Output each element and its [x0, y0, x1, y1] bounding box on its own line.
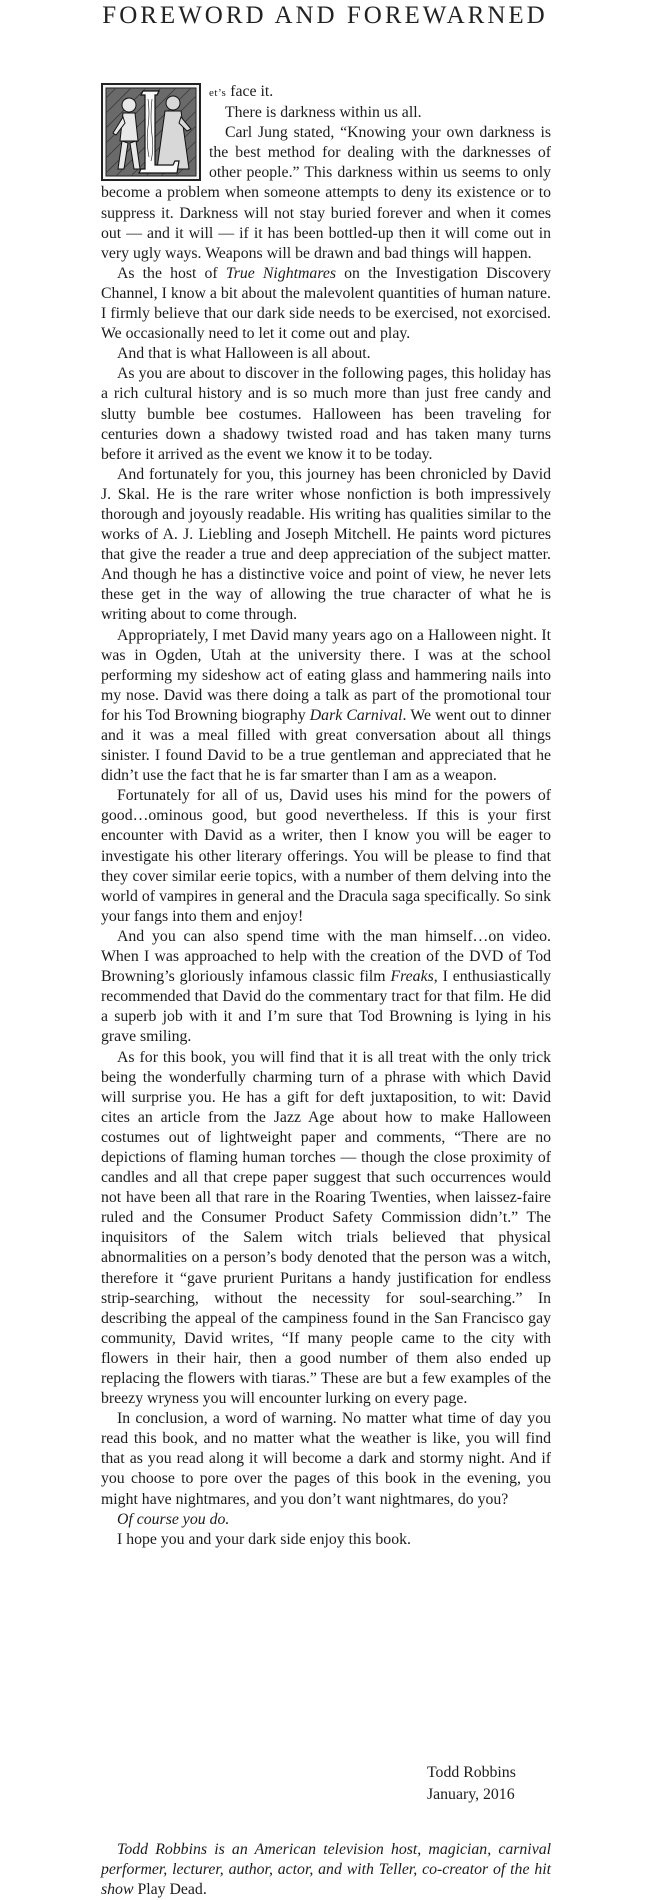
host-text: As the host of [117, 264, 226, 282]
signature-date: January, 2016 [427, 1786, 515, 1803]
paragraph: As for this book, you will find that it is all treat with the only trick being the wonderfully charming turn of a phrase with which David will surprise you. He has a gift for deft juxtaposition, to wit: David cites an article from the Jazz Age about how to make Halloween costumes out of lightweight paper and comments, “There are no depictions of flaming human torches — though the close proximity of candles and all that crepe paper suggest that such occurrences would not have been all that rare in the Roaring Twenties, when laissez-faire ruled and the Consumer Product Safety Commission didn’t.” The inquisitors of the Salem witch trials believed that physical abnormalities on a person’s body denoted that the person was a witch, therefore it “gave prurient Puritans a handy justification for endless strip-searching, without the necessity for soul-searching.” In describing the appeal of the campiness found in the San Francisco gay community, David writes, “If many people came to the city with flowers in their hair, then a good number of them also ended up replacing the flowers with tiaras.” These are but a few examples of the breezy wryness you will encounter lurking on every page. [101, 1048, 551, 1408]
paragraph: There is darkness within us all. [225, 104, 422, 122]
signature-block [427, 1762, 516, 1806]
video-text: And you can also spend time with the man himself…on video. When I was approached to help with the creation of the DVD of Tod Browning’s gloriously infamous classic film [101, 927, 551, 986]
paragraph-italic [101, 1510, 551, 1530]
author-name: Todd Robbins [427, 1764, 516, 1781]
film-title: Freaks [390, 968, 434, 986]
opening-smallcaps: et’s [209, 87, 227, 99]
paragraph-ogden [101, 626, 551, 787]
book-title: Dark Carnival [309, 706, 403, 724]
paragraph-video [101, 927, 551, 1048]
ogden-text-rest: . We went out to dinner and it was a meal filled with great conversation about all things sinister. I found David to be a true gentleman and appreciated that he didn’t use the fact that he is far smarter than I am as a weapon. [101, 706, 551, 785]
author-bio [101, 1840, 551, 1900]
drop-cap-initial [101, 83, 201, 181]
video-text-rest: , I enthusiastically recommended that David do the commentary tract for that film. He did a superb job with it and I’m sure that Tod Browning is lying in his grave smiling. [101, 968, 551, 1046]
paragraph: And that is what Halloween is all about. [117, 345, 371, 363]
paragraph: Carl Jung stated, “Knowing your own darkness is the best method for dealing with the darknesses of other people.” This darkness within us seems to only become a problem when someone attempts to deny its existence or to suppress it. Darkness will not stay buried forever and when it comes out — and it will — if it has been bottled-up then it will come out in very ugly ways. Weapons will be drawn and bad things will happen. [101, 124, 551, 262]
paragraph: In conclusion, a word of warning. No matter what time of day you read this book, and no matter what the weather is like, you will find that as you read along it will become a dark and stormy night. And if you choose to pore over the pages of this book in the evening, you might have nightmares, and you don’t want nightmares, do you? [101, 1410, 551, 1508]
ornate-initial-L-icon [101, 83, 201, 181]
bio-text: Todd Robbins is an American television host, magician, carnival performer, lecturer, author, actor, and with Teller, co-creator of the hit show [101, 1841, 551, 1898]
foreword-body [101, 82, 551, 1550]
paragraph: As you are about to discover in the following pages, this holiday has a rich cultural history and is so much more than just free candy and slutty bumble bee costumes. Halloween has been traveling for centuries down a shadowy twisted road and has taken many turns before it arrived as the event we know it to be today. [101, 365, 551, 463]
italic-line: Of course you do. [117, 1510, 230, 1528]
ogden-text: Appropriately, I met David many years ago on a Halloween night. It was in Ogden, Utah at the university there. I was at the school performing my sideshow act of eating glass and hammering nails into my nose. David was there doing a talk as part of the promotional tour for his Tod Browning biography [101, 626, 551, 724]
paragraph-host [101, 264, 551, 344]
paragraph: Fortunately for all of us, David uses his mind for the powers of good…ominous good, but good nevertheless. If this is your first encounter with David as a writer, then I know you will be eager to investigate his other literary offerings. You will be please to find that they cover similar eerie topics, with a number of them delving into the world of vampires in general and the Dracula saga specifically. So sink your fangs into them and enjoy! [101, 787, 551, 925]
bio-end: . [202, 1881, 207, 1898]
show-title: True Nightmares [225, 264, 337, 282]
paragraph: And fortunately for you, this journey has been chronicled by David J. Skal. He is the rare writer whose nonfiction is both impressively thorough and joyously readable. His writing has qualities similar to the works of A. J. Liebling and Joseph Mitchell. He paints word pictures that give the reader a true and deep appreciation of the subject matter. And though he has a distinctive voice and point of view, he never lets these get in the way of allowing the true character of what he is writing about to come through. [101, 465, 551, 624]
page-title: FOREWORD AND FOREWARNED [102, 2, 548, 29]
bio-show-title: Play Dead [137, 1881, 203, 1898]
paragraph: I hope you and your dark side enjoy this book. [117, 1530, 411, 1548]
opening-rest: face it. [226, 83, 274, 100]
host-text-rest: on the Investigation Discovery Channel, I know a bit about the malevolent quantities of human nature. I firmly believe that our dark side needs to be exercised, not exorcised. We occasionally need to let it come out and play. [101, 264, 552, 343]
